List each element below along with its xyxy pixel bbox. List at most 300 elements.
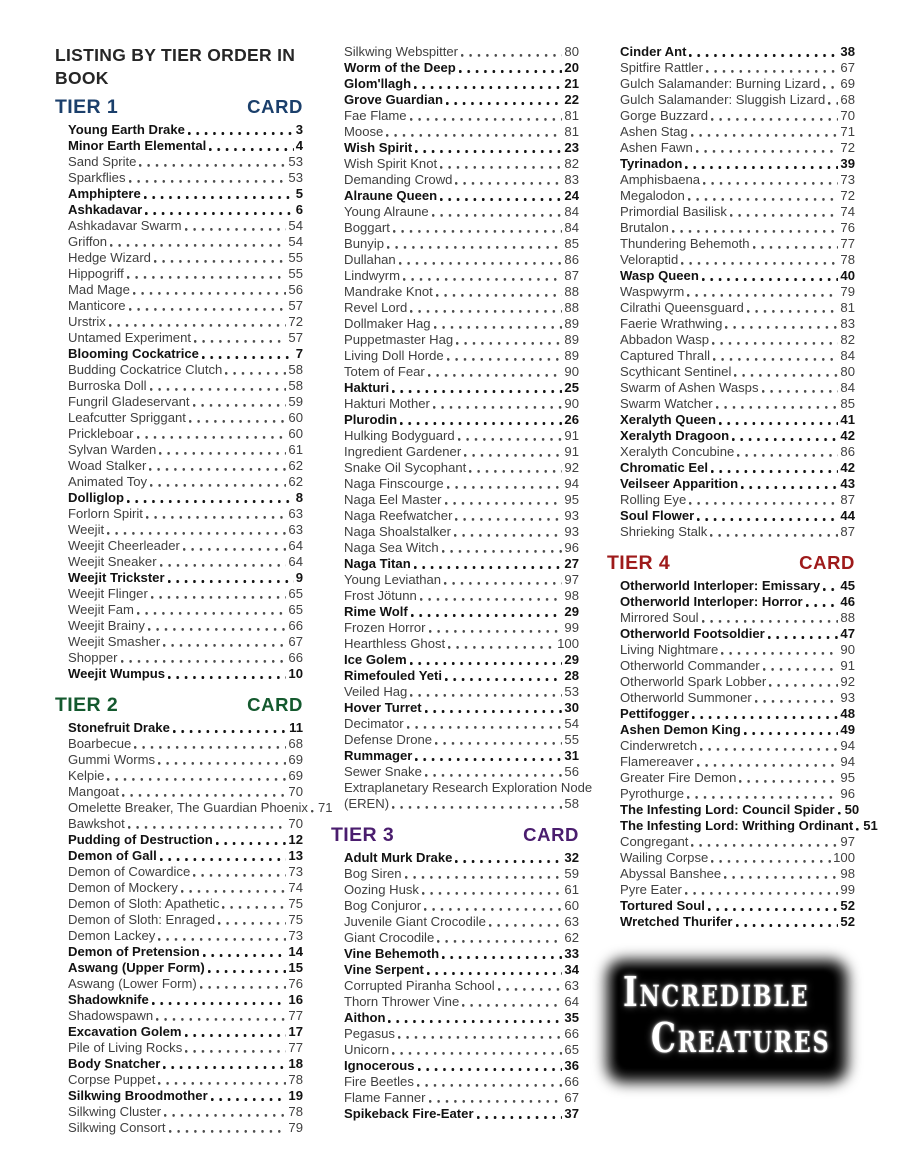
index-entry xyxy=(620,642,855,658)
entry-page-number: 90 xyxy=(564,396,579,411)
dot-leader xyxy=(160,848,287,864)
index-entry xyxy=(68,250,303,266)
entry-page-number: 78 xyxy=(288,1071,303,1087)
entry-name: Rime Wolf xyxy=(344,604,408,619)
entry-page-number: 37 xyxy=(564,1106,579,1121)
dot-leader xyxy=(440,188,562,204)
entry-name: Gulch Salamander: Sluggish Lizard xyxy=(620,92,826,107)
entry-name: Mad Mage xyxy=(68,281,130,297)
index-entry xyxy=(68,202,303,218)
index-entry xyxy=(68,314,303,330)
index-entry xyxy=(68,912,303,928)
entry-name: Giant Crocodile xyxy=(344,930,435,945)
dot-leader xyxy=(755,690,839,706)
index-entry xyxy=(344,460,579,476)
entry-name: Veiled Hag xyxy=(344,684,408,699)
entry-list xyxy=(607,578,878,930)
dot-leader xyxy=(706,60,838,76)
entry-name: Hover Turret xyxy=(344,700,422,715)
entry-name: Mangoat xyxy=(68,783,119,799)
entry-page-number: 88 xyxy=(564,284,579,299)
entry-page-number: 64 xyxy=(288,537,303,553)
index-entry xyxy=(68,362,303,378)
entry-page-number: 51 xyxy=(863,818,878,833)
entry-name: Tyrinadon xyxy=(620,156,683,171)
dot-leader xyxy=(739,770,838,786)
entry-name: Grove Guardian xyxy=(344,92,443,107)
entry-page-number: 28 xyxy=(564,668,579,683)
dot-leader xyxy=(838,802,843,818)
index-entry xyxy=(620,754,855,770)
dot-leader xyxy=(411,604,563,620)
entry-name: Frozen Horror xyxy=(344,620,426,635)
index-entry xyxy=(620,882,855,898)
dot-leader xyxy=(158,928,286,944)
dot-leader xyxy=(498,978,563,994)
index-entry xyxy=(68,1008,303,1024)
entry-page-number: 85 xyxy=(840,396,855,411)
index-entry xyxy=(620,124,855,140)
dot-leader xyxy=(689,492,838,508)
entry-page-number: 14 xyxy=(288,943,303,959)
index-entry xyxy=(344,188,579,204)
index-entry xyxy=(620,428,855,444)
entry-page-number: 63 xyxy=(288,505,303,521)
index-entry xyxy=(620,444,855,460)
dot-leader xyxy=(193,394,287,410)
entry-page-number: 77 xyxy=(840,236,855,251)
entry-page-number: 94 xyxy=(840,738,855,753)
dot-leader xyxy=(392,796,562,812)
entry-name: Woad Stalker xyxy=(68,457,147,473)
entry-page-number: 95 xyxy=(840,770,855,785)
entry-name: Naga Titan xyxy=(344,556,411,571)
entry-page-number: 70 xyxy=(288,783,303,799)
dot-leader xyxy=(806,594,839,610)
index-entry xyxy=(620,658,855,674)
entry-page-number: 60 xyxy=(564,898,579,913)
index-entry xyxy=(344,540,579,556)
entry-page-number: 58 xyxy=(288,361,303,377)
entry-name: Griffon xyxy=(68,233,108,249)
entry-page-number: 98 xyxy=(840,866,855,881)
entry-name: Xeralyth Concubine xyxy=(620,444,735,459)
entry-page-number: 54 xyxy=(564,716,579,731)
entry-name: Weejit Flinger xyxy=(68,585,148,601)
entry-page-number: 88 xyxy=(840,610,855,625)
entry-name: Demon of Mockery xyxy=(68,879,178,895)
dot-leader xyxy=(422,882,562,898)
index-entry xyxy=(68,1056,303,1072)
index-entry xyxy=(68,634,303,650)
index-entry xyxy=(68,736,303,752)
index-entry xyxy=(344,284,579,300)
entry-page-number: 52 xyxy=(840,914,855,929)
dot-leader xyxy=(386,124,562,140)
entry-page-number: 53 xyxy=(288,153,303,169)
entry-page-number: 91 xyxy=(840,658,855,673)
index-entry xyxy=(344,44,579,60)
dot-leader xyxy=(121,650,287,666)
logo-text-line: Creatures xyxy=(651,1014,831,1063)
entry-page-number: 48 xyxy=(840,706,855,721)
entry-page-number: 62 xyxy=(288,473,303,489)
entry-name: Ice Golem xyxy=(344,652,407,667)
index-entry xyxy=(344,748,579,764)
index-entry xyxy=(68,768,303,784)
dot-leader xyxy=(152,992,287,1008)
entry-name: Xeralyth Queen xyxy=(620,412,717,427)
entry-name: Leafcutter Spriggant xyxy=(68,409,186,425)
entry-page-number: 69 xyxy=(288,751,303,767)
entry-page-number: 88 xyxy=(564,300,579,315)
dot-leader xyxy=(456,332,562,348)
entry-name: Thorn Thrower Vine xyxy=(344,994,460,1009)
entry-page-number: 100 xyxy=(833,850,855,865)
index-entry xyxy=(620,460,855,476)
dot-leader xyxy=(122,784,286,800)
dot-leader xyxy=(160,554,287,570)
index-entry xyxy=(344,1090,579,1106)
entry-page-number: 75 xyxy=(288,911,303,927)
entry-page-number: 99 xyxy=(564,620,579,635)
entry-name: Swarm Watcher xyxy=(620,396,713,411)
dot-leader xyxy=(762,380,839,396)
dot-leader xyxy=(148,618,287,634)
index-entry xyxy=(620,802,860,818)
entry-page-number: 96 xyxy=(840,786,855,801)
entry-name: Burroska Doll xyxy=(68,377,147,393)
index-entry xyxy=(68,976,303,992)
dot-leader xyxy=(181,880,287,896)
entry-name: Aswang (Lower Form) xyxy=(68,975,197,991)
entry-name: Amphisbaena xyxy=(620,172,701,187)
index-entry xyxy=(620,706,855,722)
index-entry xyxy=(344,796,579,812)
dot-leader xyxy=(400,412,562,428)
index-entry xyxy=(68,848,303,864)
dot-leader xyxy=(398,1026,562,1042)
entry-name: Snake Oil Sycophant xyxy=(344,460,467,475)
dot-leader xyxy=(128,816,287,832)
index-entry xyxy=(620,508,855,524)
entry-name: Living Doll Horde xyxy=(344,348,444,363)
entry-name: Dollmaker Hag xyxy=(344,316,431,331)
dot-leader xyxy=(151,586,287,602)
dot-leader xyxy=(741,476,838,492)
index-entry xyxy=(620,188,855,204)
index-entry xyxy=(68,650,303,666)
entry-page-number: 73 xyxy=(288,863,303,879)
entry-name: Mandrake Knot xyxy=(344,284,433,299)
index-entry xyxy=(68,378,303,394)
entry-page-number: 92 xyxy=(564,460,579,475)
tier-header xyxy=(331,825,579,845)
entry-name: Bunyip xyxy=(344,236,385,251)
entry-name: Hedge Wizard xyxy=(68,249,151,265)
dot-leader xyxy=(144,186,294,202)
entry-name: Weejit Brainy xyxy=(68,617,145,633)
entry-name: Flame Fanner xyxy=(344,1090,426,1105)
dot-leader xyxy=(689,44,838,60)
index-entry xyxy=(620,914,855,930)
entry-page-number: 98 xyxy=(564,588,579,603)
index-entry xyxy=(68,346,303,362)
index-entry xyxy=(344,850,579,866)
index-entry xyxy=(68,1104,303,1120)
entry-page-number: 70 xyxy=(840,108,855,123)
index-entry xyxy=(344,1042,579,1058)
dot-leader xyxy=(713,348,838,364)
index-entry xyxy=(620,364,855,380)
index-entry xyxy=(68,170,303,186)
entry-name: Otherworld Spark Lobber xyxy=(620,674,767,689)
dot-leader xyxy=(418,1058,563,1074)
card-column-label: CARD xyxy=(523,824,579,845)
entry-page-number: 66 xyxy=(564,1074,579,1089)
index-entry xyxy=(68,752,303,768)
index-entry xyxy=(68,554,303,570)
entry-name: Wailing Corpse xyxy=(620,850,709,865)
entry-name: Rimefouled Yeti xyxy=(344,668,442,683)
dot-leader xyxy=(744,722,839,738)
entry-name: Sewer Snake xyxy=(344,764,422,779)
tier-header xyxy=(607,553,855,573)
dot-leader xyxy=(202,346,294,362)
dot-leader xyxy=(414,76,562,92)
entry-name: Silkwing Webspitter xyxy=(344,44,459,59)
index-entry xyxy=(344,108,579,124)
entry-page-number: 83 xyxy=(564,172,579,187)
entry-name: Amphiptere xyxy=(68,185,141,201)
entry-page-number: 69 xyxy=(840,76,855,91)
card-column-label: CARD xyxy=(799,552,855,573)
index-entry xyxy=(68,816,303,832)
index-entry xyxy=(344,428,579,444)
dot-leader xyxy=(687,786,838,802)
entry-page-number: 97 xyxy=(564,572,579,587)
dot-leader xyxy=(448,636,555,652)
entry-list xyxy=(331,44,593,812)
entry-name: Hippogriff xyxy=(68,265,124,281)
entry-page-number: 27 xyxy=(564,556,579,571)
entry-page-number: 11 xyxy=(289,719,303,735)
entry-name: Puppetmaster Hag xyxy=(344,332,454,347)
entry-name: Swarm of Ashen Wasps xyxy=(620,380,759,395)
entry-name: Living Nightmare xyxy=(620,642,719,657)
dot-leader xyxy=(687,284,838,300)
entry-name: Ingredient Gardener xyxy=(344,444,462,459)
dot-leader xyxy=(737,444,838,460)
entry-name: Primordial Basilisk xyxy=(620,204,727,219)
entry-page-number: 77 xyxy=(288,1007,303,1023)
index-entry xyxy=(344,412,579,428)
entry-name: Minor Earth Elemental xyxy=(68,137,207,153)
dot-leader xyxy=(168,666,286,682)
entry-page-number: 23 xyxy=(564,140,579,155)
entry-page-number: 96 xyxy=(564,540,579,555)
tier-label: TIER 4 xyxy=(607,552,671,574)
entry-page-number: 50 xyxy=(844,802,860,817)
dot-leader xyxy=(407,716,563,732)
index-entry xyxy=(620,236,855,252)
dot-leader xyxy=(712,332,838,348)
entry-page-number: 69 xyxy=(288,767,303,783)
dot-leader xyxy=(134,736,286,752)
dot-leader xyxy=(696,140,839,156)
entry-name: Blooming Cockatrice xyxy=(68,345,199,361)
entry-page-number: 64 xyxy=(288,553,303,569)
dot-leader xyxy=(445,492,563,508)
entry-page-number: 86 xyxy=(564,252,579,267)
index-entry xyxy=(68,1024,303,1040)
entry-page-number: 81 xyxy=(564,108,579,123)
entry-page-number: 90 xyxy=(564,364,579,379)
dot-leader xyxy=(311,800,316,816)
entry-name: Xeralyth Dragoon xyxy=(620,428,730,443)
dot-leader xyxy=(428,364,563,380)
index-entry xyxy=(68,426,303,442)
entry-page-number: 62 xyxy=(564,930,579,945)
entry-page-number: 58 xyxy=(288,377,303,393)
dot-leader xyxy=(429,620,563,636)
entry-name: Demon of Sloth: Enraged xyxy=(68,911,216,927)
index-entry xyxy=(344,396,579,412)
entry-name: Weejit Smasher xyxy=(68,633,161,649)
dot-leader xyxy=(137,426,287,442)
entry-page-number: 82 xyxy=(564,156,579,171)
entry-name: Soul Flower xyxy=(620,508,695,523)
dot-leader xyxy=(388,1010,562,1026)
entry-page-number: 60 xyxy=(288,425,303,441)
index-entry xyxy=(68,474,303,490)
entry-name: Otherworld Interloper: Emissary xyxy=(620,578,821,593)
entry-name: Oozing Husk xyxy=(344,882,419,897)
entry-name: Demon Lackey xyxy=(68,927,156,943)
entry-page-number: 89 xyxy=(564,316,579,331)
entry-page-number: 93 xyxy=(840,690,855,705)
dot-leader xyxy=(437,930,562,946)
entry-page-number: 66 xyxy=(564,1026,579,1041)
dot-leader xyxy=(185,1040,286,1056)
index-entry xyxy=(620,850,855,866)
index-entry xyxy=(620,284,855,300)
card-column-label: CARD xyxy=(247,693,303,715)
entry-name: Megalodon xyxy=(620,188,685,203)
dot-leader xyxy=(403,268,562,284)
index-entry xyxy=(68,186,303,202)
index-column xyxy=(55,44,333,1136)
index-entry xyxy=(68,394,303,410)
dot-leader xyxy=(672,220,839,236)
entry-page-number: 40 xyxy=(840,268,855,283)
index-entry xyxy=(344,172,579,188)
entry-page-number: 25 xyxy=(564,380,579,395)
entry-page-number: 10 xyxy=(288,665,303,681)
dot-leader xyxy=(711,460,838,476)
dot-leader xyxy=(753,236,839,252)
entry-page-number: 87 xyxy=(840,492,855,507)
dot-leader xyxy=(185,218,287,234)
dot-leader xyxy=(721,642,838,658)
entry-name: Naga Reefwatcher xyxy=(344,508,453,523)
tier-label: TIER 2 xyxy=(55,693,119,716)
entry-name: Excavation Golem xyxy=(68,1023,182,1039)
dot-leader xyxy=(685,882,839,898)
dot-leader xyxy=(145,202,293,218)
dot-leader xyxy=(211,1088,287,1104)
dot-leader xyxy=(432,204,563,220)
index-entry xyxy=(620,786,855,802)
dot-leader xyxy=(691,124,839,140)
dot-leader xyxy=(710,524,838,540)
entry-name: Shrieking Stalk xyxy=(620,524,708,539)
index-entry xyxy=(620,738,855,754)
entry-page-number: 72 xyxy=(288,313,303,329)
index-entry xyxy=(68,1088,303,1104)
entry-page-number: 5 xyxy=(295,185,303,201)
dot-leader xyxy=(716,396,839,412)
entry-name: Boggart xyxy=(344,220,390,235)
entry-name: Plurodin xyxy=(344,412,398,427)
dot-leader xyxy=(218,912,286,928)
entry-page-number: 9 xyxy=(295,569,303,585)
index-entry xyxy=(344,930,579,946)
index-entry xyxy=(344,316,579,332)
entry-name: Vine Behemoth xyxy=(344,946,440,961)
dot-leader xyxy=(146,506,286,522)
entry-page-number: 64 xyxy=(564,994,579,1009)
entry-name: Corrupted Piranha School xyxy=(344,978,495,993)
entry-name: Sylvan Warden xyxy=(68,441,157,457)
entry-name: Gulch Salamander: Burning Lizard xyxy=(620,76,821,91)
index-entry xyxy=(620,898,855,914)
entry-page-number: 42 xyxy=(840,460,855,475)
entry-name: Silkwing Broodmother xyxy=(68,1087,208,1103)
entry-page-number: 91 xyxy=(564,444,579,459)
dot-leader xyxy=(447,476,563,492)
entry-page-number: 63 xyxy=(288,521,303,537)
index-entry xyxy=(620,348,855,364)
dot-leader xyxy=(193,864,286,880)
entry-page-number: 54 xyxy=(288,217,303,233)
entry-page-number: 89 xyxy=(564,348,579,363)
index-entry xyxy=(344,492,579,508)
entry-page-number: 62 xyxy=(288,457,303,473)
page-title: LISTING BY TIER ORDER IN BOOK xyxy=(55,45,296,89)
entry-name: Flamereaver xyxy=(620,754,694,769)
entry-name: Weejit Sneaker xyxy=(68,553,157,569)
dot-leader xyxy=(440,156,562,172)
entry-name: Totem of Fear xyxy=(344,364,425,379)
dot-leader xyxy=(708,898,839,914)
entry-name: Lindwyrm xyxy=(344,268,401,283)
entry-page-number: 68 xyxy=(840,92,855,107)
index-entry xyxy=(68,538,303,554)
dot-leader xyxy=(703,172,838,188)
dot-leader xyxy=(209,138,293,154)
index-entry xyxy=(68,960,303,976)
index-entry xyxy=(620,594,855,610)
entry-page-number: 90 xyxy=(840,642,855,657)
index-entry xyxy=(68,720,303,736)
entry-name: Pegasus xyxy=(344,1026,395,1041)
index-entry xyxy=(620,268,855,284)
entry-name: Weejit Cheerleader xyxy=(68,537,180,553)
dot-leader xyxy=(159,442,286,458)
index-entry xyxy=(68,832,303,848)
dot-leader xyxy=(415,140,562,156)
